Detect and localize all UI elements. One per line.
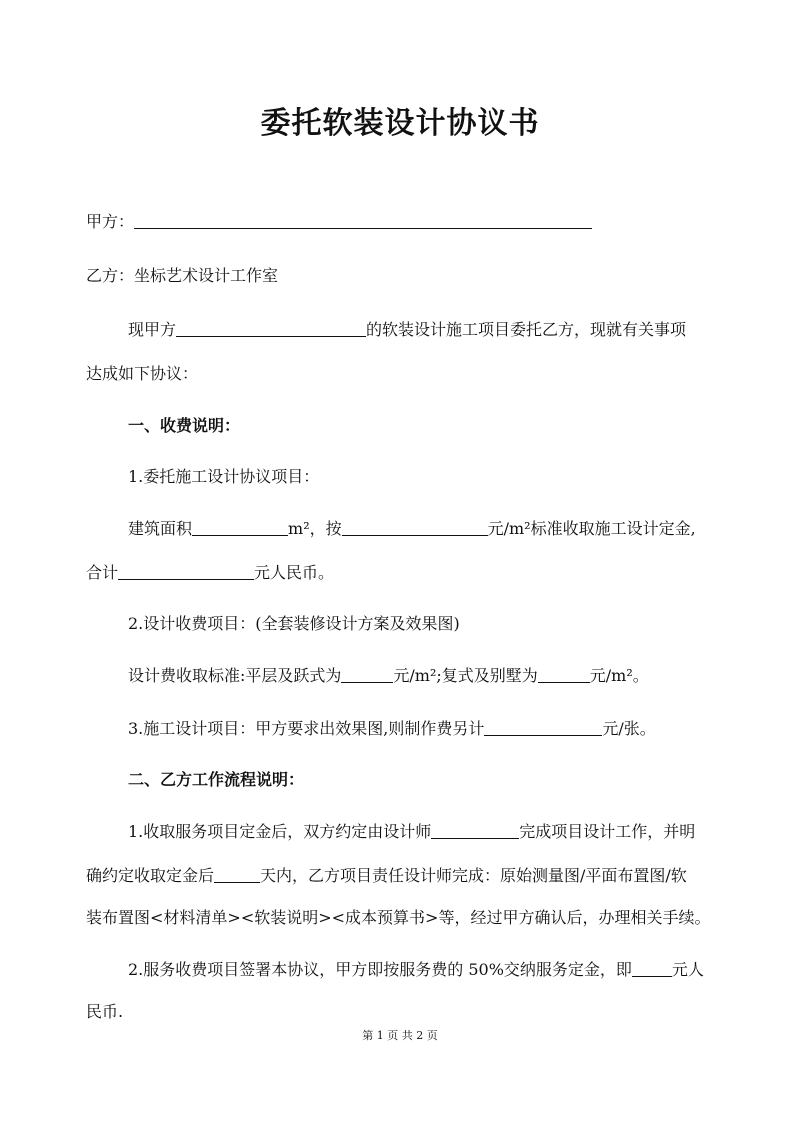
party-a-label: 甲方： xyxy=(86,212,135,231)
deposit-unit: 元人 xyxy=(671,960,704,979)
section-2-heading: 二、乙方工作流程说明： xyxy=(128,770,305,789)
flat-fee-blank[interactable] xyxy=(341,666,393,683)
villa-fee-blank[interactable] xyxy=(538,666,590,683)
item-2-title: 2.设计收费项目：(全套装修设计方案及效果图) xyxy=(128,614,460,633)
document-title: 委托软装设计协议书 xyxy=(260,106,540,141)
intro-text-b: 的软装设计施工项目委托乙方，现就有关事项 xyxy=(366,320,687,339)
designer-blank[interactable] xyxy=(431,822,519,839)
s2-item-2-line-1 xyxy=(128,960,704,980)
item-3-line xyxy=(128,719,656,739)
rendering-fee-unit: 元/张。 xyxy=(602,719,656,738)
page-footer: 第 1 页 共 2 页 xyxy=(362,1029,438,1042)
rendering-fee-label: 3.施工设计项目：甲方要求出效果图,则制作费另计 xyxy=(128,719,485,738)
flat-fee-label: 设计费收取标准:平层及跃式为 xyxy=(128,666,342,685)
area-label: 建筑面积 xyxy=(128,519,193,538)
s2-item-1-line-3: 装布置图<材料清单><软装说明><成本预算书>等，经过甲方确认后，办理相关手续。 xyxy=(86,908,711,927)
days-label: 确约定收取定金后 xyxy=(86,866,215,885)
party-a-line xyxy=(86,212,592,232)
total-blank[interactable] xyxy=(118,563,254,580)
item-1-title: 1.委托施工设计协议项目： xyxy=(128,467,320,486)
s2-item-2-line-2: 民币. xyxy=(86,1002,124,1021)
party-a-project-blank[interactable] xyxy=(176,320,366,337)
section-1-heading: 一、收费说明： xyxy=(128,416,241,435)
total-label: 合计 xyxy=(86,563,119,582)
designer-text: 完成项目设计工作，并明 xyxy=(519,822,696,841)
total-unit: 元人民币。 xyxy=(254,563,335,582)
item-1-line-1 xyxy=(128,519,696,539)
intro-line-1 xyxy=(128,320,686,340)
item-2-line-1 xyxy=(128,666,649,686)
villa-fee-unit: 元/m²。 xyxy=(589,666,649,685)
intro-text-a: 现甲方 xyxy=(128,320,177,339)
s2-item-1-line-2 xyxy=(86,866,687,886)
area-blank[interactable] xyxy=(192,519,288,536)
deposit-standard-text: 元/m²标准收取施工设计定金, xyxy=(487,519,696,538)
deposit-blank[interactable] xyxy=(632,960,672,977)
intro-line-2: 达成如下协议： xyxy=(86,364,199,383)
villa-fee-label: 元/m²;复式及别墅为 xyxy=(393,666,538,685)
party-b-line: 乙方：坐标艺术设计工作室 xyxy=(86,266,279,285)
days-blank[interactable] xyxy=(214,866,260,883)
deposit-label: 2.服务收费项目签署本协议，甲方即按服务费的 50%交纳服务定金，即 xyxy=(128,960,632,979)
designer-label: 1.收取服务项目定金后，双方约定由设计师 xyxy=(128,822,432,841)
area-unit: m²，按 xyxy=(288,519,342,538)
s2-item-1-line-1 xyxy=(128,822,695,842)
unit-price-blank[interactable] xyxy=(342,519,488,536)
item-1-line-2 xyxy=(86,563,334,583)
days-text: 天内，乙方项目责任设计师完成：原始测量图/平面布置图/软 xyxy=(260,866,687,885)
party-a-blank[interactable] xyxy=(134,212,592,229)
rendering-fee-blank[interactable] xyxy=(484,719,602,736)
